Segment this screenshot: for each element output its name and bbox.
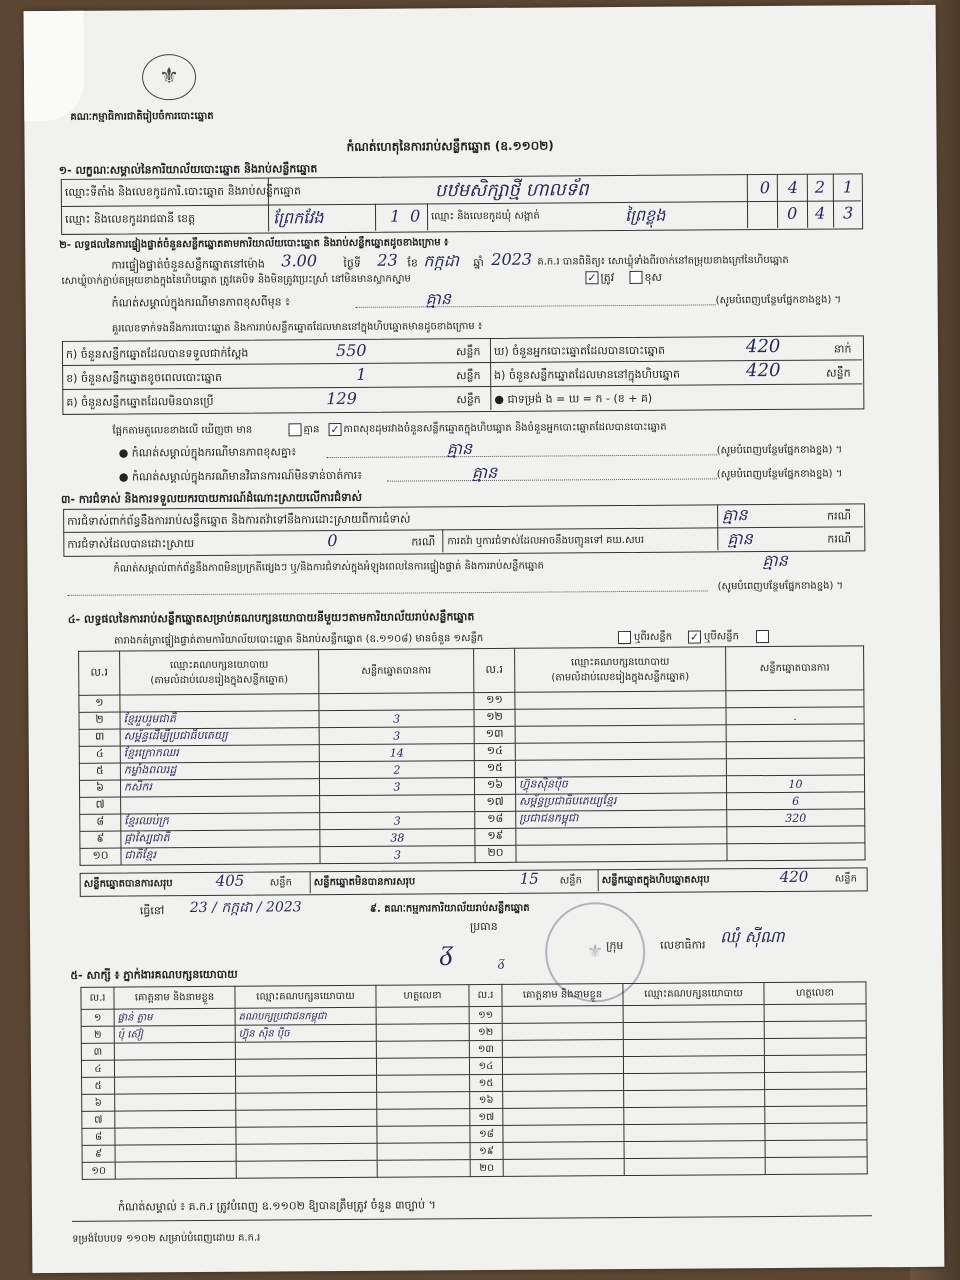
party-name-2	[515, 708, 726, 726]
objection-3-label: ការតវ៉ា ឬការជំទាស់ដែលអាចនឹងបញ្ជូនទៅ គឃ.សបរ	[447, 534, 645, 548]
w-sig-2	[764, 1004, 866, 1022]
seal-wrong-label: ខុស	[644, 270, 662, 284]
compare-label-2: ភាពសុខដុមរវាងចំនួនសន្លឹកឆ្នោតក្នុងហិបឆ្នោត និងចំនួនអ្នកបោះឆ្នោតដែលបានបោះឆ្នោត	[343, 421, 667, 435]
w-name	[114, 1059, 235, 1077]
row-no-2: ១២	[474, 709, 515, 726]
kha-value: 1	[356, 364, 367, 384]
w-sig-2	[764, 1021, 866, 1039]
party-votes-2	[726, 758, 864, 776]
box-total-label: សន្លឹកឆ្នោតក្នុងហិបឆ្នោតសរុប	[601, 874, 710, 887]
location-value: បឋមសិក្សាថ្មី ហាលទ័ព	[434, 179, 589, 202]
party-votes-2: 320	[727, 809, 865, 827]
w-col-party-2: ឈ្មោះគណបក្សនយោបាយ	[623, 983, 764, 1006]
w-name-2	[503, 1091, 624, 1109]
party-votes-2: .	[726, 707, 864, 725]
note-2-value: គ្មាន	[446, 439, 473, 459]
party-votes: 38	[320, 829, 475, 847]
w-sig	[376, 1007, 469, 1025]
day-value: 23	[377, 250, 398, 270]
party-name: កសិករ	[120, 779, 319, 797]
location-code-1: 0	[759, 177, 771, 198]
w-sig-2	[765, 1089, 867, 1107]
w-sig-2	[765, 1157, 867, 1175]
two-sheets-checkbox[interactable]: ✓	[689, 630, 700, 644]
commune-code-2: 4	[814, 203, 826, 223]
party-name-2: ប្រជាជនកម្ពុជា	[516, 810, 727, 828]
section-4-title: ៤- លទ្ធផលនៃការរាប់សន្លឹកឆ្នោតសម្រាប់គណបក្សនយោបាយនីមួយៗតាមការិយាល័យរាប់សន្លឹកឆ្នោត	[67, 610, 475, 626]
province-value: ព្រែកវែង	[272, 208, 324, 228]
w-sig	[377, 1126, 470, 1144]
chair-name-signature: ᵹ	[498, 953, 505, 970]
form-title: កំណត់ហេតុនៃការរាប់សន្លឹកឆ្នោត (ឧ.១១០២)	[346, 138, 554, 154]
w-name-2	[502, 1006, 623, 1024]
ko-unit: សន្លឹក	[456, 393, 481, 407]
party-name-2: ហ៊្វុនស៊ិនប៉ិច	[515, 776, 726, 794]
ngo-unit: សន្លឹក	[826, 366, 851, 380]
w-no: ៧	[82, 1111, 115, 1128]
party-name: សម្ព័ន្ធដើម្បីប្រជាធិបតេយ្យ	[120, 728, 319, 746]
party-votes: 3	[319, 727, 474, 745]
irregularity-label: កំណត់សម្គាល់ពាក់ព័ន្ធនឹងភាពមិនប្រក្រតីផ្សេងៗ ឬ/និងការជំទាស់ក្នុងអំឡុងពេលនៃការផ្ទៀងផ្ទាត់ និងការរាប់សន្លឹកឆ្នោត	[113, 560, 544, 575]
party-votes: 3	[320, 846, 475, 864]
w-name-2	[503, 1159, 624, 1177]
w-party	[236, 1092, 377, 1110]
chair-label: ប្រធាន	[469, 919, 498, 934]
w-name-2	[503, 1074, 624, 1092]
ka-unit: សន្លឹក	[455, 345, 481, 359]
ng-value: 420	[745, 335, 781, 358]
seal-ok-label: ត្រូវ	[600, 271, 615, 285]
party-votes: 3	[319, 778, 474, 796]
w-no-2: ១៩	[470, 1142, 503, 1159]
box-total-value: 420	[779, 867, 809, 886]
w-sig	[377, 1075, 470, 1093]
w-name: ផ្លាន់ ត្លាម	[114, 1008, 235, 1026]
row-no: ៦	[79, 780, 120, 797]
note-3-label: ● កំណត់សម្គាល់ក្នុងករណីមានវិធានការណ៍មិនទាន់ចាត់ការ៖	[118, 468, 363, 484]
w-no-2: ១១	[469, 1006, 502, 1023]
col-votes: សន្លឹកឆ្នោតបានការ	[319, 649, 474, 694]
location-code-4: 1	[842, 177, 854, 197]
w-no-2: ២០	[470, 1159, 503, 1176]
w-no: ៤	[81, 1060, 114, 1077]
verify-time-label: ការផ្ទៀងផ្ទាត់ចំនួនសន្លឹកឆ្នោតនៅម៉ោង	[111, 257, 265, 272]
w-col-name: គោត្តនាម និងនាមខ្លួន	[114, 986, 235, 1009]
fill-hint-4: (សូមបំពេញបន្ថែមផ្នែកខាងខ្នង) ។	[717, 580, 844, 593]
w-sig	[377, 1143, 470, 1161]
w-name	[115, 1161, 236, 1179]
ngo-label: ង) ចំនួនសន្លឹកឆ្នោតដែលមាននៅក្នុងហិបឆ្នោត	[494, 367, 681, 382]
w-name-2	[502, 1023, 623, 1041]
w-no-2: ១៣	[469, 1040, 502, 1057]
party-votes-2	[726, 724, 864, 742]
party-votes	[320, 795, 475, 813]
w-party-2	[624, 1158, 765, 1176]
w-name	[115, 1076, 236, 1094]
w-no: ២	[81, 1026, 114, 1043]
w-sig	[377, 1109, 470, 1127]
member-label: ក្រុម	[606, 939, 624, 953]
w-no-2: ១៦	[470, 1091, 503, 1108]
w-name	[115, 1127, 236, 1145]
invalid-total-label: សន្លឹកឆ្នោតមិនបានការសរុប	[313, 876, 416, 889]
province-label: ឈ្មោះ និងលេខកូដរាជធានី ខេត្ត	[65, 212, 196, 226]
day-label: ថ្ងៃទី	[343, 256, 361, 270]
ng-label: ឃ) ចំនួនអ្នកបោះឆ្នោតដែលបានបោះឆ្នោត	[493, 343, 666, 358]
row-no-2: ១៥	[474, 760, 515, 777]
col-no-2: ល.រ	[474, 648, 515, 692]
w-sig-2	[765, 1123, 867, 1141]
row-no: ៩	[80, 831, 121, 848]
w-party-2	[623, 1039, 764, 1057]
invalid-total-unit: សន្លឹក	[559, 875, 582, 887]
commune-label: ឈ្មោះ និងលេខកូដឃុំ សង្កាត់	[431, 210, 540, 223]
w-col-sig: ហត្ថលេខា	[376, 985, 469, 1008]
row-no: ១	[79, 695, 120, 712]
w-party	[236, 1075, 377, 1093]
fill-hint-2: (សូមបំពេញបន្ថែមផ្នែកខាងខ្នង) ។	[716, 444, 843, 457]
party-name: ខ្មែររួបរួមជាតិ	[120, 711, 319, 729]
valid-total-label: សន្លឹកឆ្នោតបានការសរុប	[83, 878, 173, 890]
valid-total-unit: សន្លឹក	[269, 877, 292, 889]
commune-code-3: 3	[842, 203, 854, 223]
committee-label: ៩. គណៈកម្មការការិយាល័យរាប់សន្លឹកឆ្នោត	[369, 902, 530, 915]
ko-label: គ) ចំនួនសន្លឹកឆ្នោតដែលមិនបានប្រើ	[66, 394, 214, 409]
w-sig	[377, 1160, 470, 1178]
w-name	[115, 1144, 236, 1162]
ka-value: 550	[335, 340, 367, 361]
party-name: ផ្កាស្បៃជាតិ	[121, 830, 320, 848]
three-sheets-checkbox[interactable]	[756, 630, 769, 643]
row-no: ៤	[79, 746, 120, 763]
three-sheets-label: ឬបីសន្លឹក	[703, 631, 739, 643]
party-name	[120, 694, 319, 712]
witness-table	[80, 981, 867, 1179]
objection-1-value: គ្មាន	[722, 505, 748, 525]
w-sig	[376, 1024, 469, 1042]
w-party	[236, 1160, 377, 1178]
party-votes-2	[727, 826, 865, 844]
location-code-3: 2	[814, 177, 826, 197]
seal-ok-checkbox[interactable]: ✓	[587, 271, 597, 285]
ka-label: ក) ចំនួនសន្លឹកឆ្នោតដែលបានទទួលជាក់ស្តែង	[65, 346, 249, 361]
org-name: គណៈកម្មាធិការជាតិរៀបចំការបោះឆ្នោត	[70, 110, 214, 123]
kha-label: ខ) ចំនួនសន្លឹកឆ្នោតខូចពេលបោះឆ្នោត	[66, 370, 222, 385]
votes-table	[78, 645, 865, 865]
row-no: ៥	[79, 763, 120, 780]
official-seal-stamp: ⚜	[545, 902, 646, 1003]
w-name	[115, 1093, 236, 1111]
secretary-signature: ឈុំ ស៊ីណា	[720, 926, 785, 947]
location-code-2: 4	[787, 177, 799, 197]
section-5-title: ៥- សាក្សី ៖ ភ្នាក់ងារគណបក្សនយោបាយ	[70, 967, 238, 982]
irregularity-value: គ្មាន	[762, 550, 788, 571]
row-no-2: ១១	[474, 692, 515, 709]
tally-intro: តារាងកត់ត្រាផ្ទៀងផ្ទាត់តាមការិយាល័យបោះឆ្នោត និងរាប់សន្លឹកឆ្នោត (ឧ.១១០៨) មានចំនួន ១សន្លឹក	[113, 633, 484, 647]
row-no: ២	[79, 712, 120, 729]
party-votes: 14	[319, 744, 474, 762]
two-sheets-label: ឬពីរសន្លឹក	[633, 631, 673, 643]
w-name-2	[503, 1108, 624, 1126]
party-name: កម្លាំងពលរដ្ឋ	[120, 762, 319, 780]
verify-line-1: គ.ក.រ បានពិនិត្យ៖ សោឃ្លុំទាំងពីរចាក់នៅតម្រុយខាងក្រៅនៃហិបឆ្នោត	[537, 254, 789, 268]
party-votes	[319, 693, 474, 711]
col-votes-2: សន្លឹកឆ្នោតបានការ	[726, 646, 864, 691]
w-no-2: ១៤	[469, 1057, 502, 1074]
w-no: ៣	[81, 1043, 114, 1060]
row-no-2: ១៤	[474, 743, 515, 760]
party-votes-2: 6	[727, 792, 865, 810]
row-no-2: ២០	[475, 845, 516, 862]
w-no-2: ១២	[469, 1023, 502, 1040]
date-label: ធ្វើនៅ	[139, 904, 165, 918]
seal-wrong-checkbox[interactable]	[629, 271, 642, 284]
w-sig	[376, 1041, 469, 1059]
w-party: គណបក្សប្រជាជនកម្ពុជា	[235, 1007, 376, 1025]
formula: ● ជាទម្រង់ ង = ឃ = ក - (ខ + គ)	[494, 391, 653, 406]
w-no-2: ១៨	[470, 1125, 503, 1142]
objection-2-unit: ករណី	[411, 535, 436, 549]
w-party-2	[624, 1124, 765, 1142]
row-no: ៣	[79, 729, 120, 746]
party-name: ជាតិខ្មែរ	[121, 847, 320, 865]
party-votes: 2	[319, 761, 474, 779]
date-value: 23 / កក្កដា / 2023	[189, 899, 302, 917]
ko-value: 129	[326, 388, 357, 409]
folded-corner	[24, 11, 85, 121]
w-party	[235, 1058, 376, 1076]
party-name: ខ្មែរឈប់ក្រ	[121, 813, 320, 831]
month-label: ខែ	[407, 256, 418, 270]
w-col-sig-2: ហត្ថលេខា	[764, 982, 866, 1005]
note-3-value: គ្មាន	[471, 462, 498, 483]
row-no-2: ១៣	[474, 726, 515, 743]
ng-unit: នាក់	[833, 342, 852, 356]
footer-note: ទម្រង់បែបបទ ១១០២ សម្រាប់បំពេញដោយ គ.ក.រ	[72, 1232, 261, 1245]
objection-3-value: គ្មាន	[727, 529, 753, 549]
w-name-2	[502, 1040, 623, 1058]
w-party	[235, 1041, 376, 1059]
w-no: ១០	[82, 1162, 115, 1179]
party-votes-2	[726, 690, 864, 708]
party-name	[121, 796, 320, 814]
harmony-no-checkbox[interactable]: ✓	[330, 423, 340, 437]
party-votes: 3	[319, 710, 474, 728]
chair-signature: ᵹ	[440, 933, 454, 967]
section-1-title: ១- លក្ខណៈសម្គាល់នៃការិយាល័យបោះឆ្នោត និងរាប់សន្លឹកឆ្នោត	[58, 162, 318, 177]
note-2-label: ● កំណត់សម្គាល់ក្នុងករណីមានភាពខុសគ្នា៖	[118, 445, 297, 460]
party-name-2	[515, 742, 726, 760]
invalid-total-value: 15	[519, 869, 539, 888]
province-code-1: 1	[389, 206, 401, 226]
secretary-label: លេខាធិការ	[660, 938, 706, 952]
section-3-title: ៣- ការជំទាស់ និងការទទួលយករបាយការណ៍ដំណោះស្រាយលើការជំទាស់	[60, 490, 363, 506]
one-sheet-checkbox[interactable]	[618, 631, 631, 644]
w-party: ហ៊្វុន ស៊ិន ប៉ិច	[235, 1024, 376, 1042]
location-label: ឈ្មោះទីតាំង និងលេខកូដការិ.បោះឆ្នោត និងរាប់សន្លឹកឆ្នោត	[64, 184, 301, 199]
w-name-2	[502, 1057, 623, 1075]
fill-hint-3: (សូមបំពេញបន្ថែមផ្នែកខាងខ្នង) ។	[716, 468, 843, 481]
w-party	[236, 1126, 377, 1144]
harmony-yes-checkbox[interactable]	[288, 423, 301, 436]
w-party-2	[623, 1056, 764, 1074]
row-no: ១០	[80, 848, 121, 865]
w-sig-2	[764, 1038, 866, 1056]
verify-line-2: សោឃ្លុំចាក់ភ្ជាប់តម្រុយខាងក្នុងនៃហិបឆ្នោត ត្រូវគេបិទ និងមិនត្រូវប្រេះស្រាំ នៅមិនមានស្លាកស្នាម	[61, 273, 411, 287]
w-no: ១	[81, 1009, 114, 1026]
objection-2-value: 0	[327, 531, 338, 551]
w-no: ៦	[82, 1094, 115, 1111]
harmony-no-label: គ្មាន	[303, 424, 320, 436]
compare-label: ផ្អែកតាមតួលេខខាងលើ ឃើញថា មាន	[112, 424, 253, 437]
national-emblem-icon: ⚜	[142, 54, 196, 100]
objection-1-unit: ករណី	[827, 509, 852, 523]
w-name: ប៉ុ ស៊ៀ	[114, 1025, 235, 1043]
row-no: ៨	[80, 814, 121, 831]
party-name-2	[515, 691, 726, 709]
w-no-2: ១៥	[470, 1074, 503, 1091]
party-votes-2	[726, 741, 864, 759]
col-party-2: ឈ្មោះគណបក្សនយោបាយ (តាមលំដាប់លេខរៀងក្នុងសន្លឹកឆ្នោត)	[515, 647, 726, 692]
fill-hint-1: (សូមបំពេញបន្ថែមផ្នែកខាងខ្នង) ។	[715, 294, 842, 307]
ngo-value: 420	[746, 359, 781, 382]
w-party	[236, 1143, 377, 1161]
party-name-2	[516, 844, 727, 862]
party-votes: 3	[320, 812, 475, 830]
w-col-party: ឈ្មោះគណបក្សនយោបាយ	[235, 985, 376, 1008]
year-value: 2023	[491, 249, 533, 269]
party-name-2	[515, 725, 726, 743]
party-votes-2: 10	[726, 775, 864, 793]
w-col-no: ល.រ	[81, 987, 114, 1009]
w-party-2	[624, 1073, 765, 1091]
row-no-2: ១៦	[474, 777, 515, 794]
w-sig-2	[765, 1140, 867, 1158]
row-no-2: ១៨	[475, 811, 516, 828]
note-1-value: គ្មាន	[425, 289, 452, 309]
province-code-2: 0	[409, 206, 421, 226]
commune-code-1: 0	[786, 203, 798, 223]
counts-intro: គួរលេខទាក់ទងនឹងការបោះឆ្នោត និងការរាប់សន្លឹកឆ្នោតដែលមាននៅក្នុងហិបឆ្នោតមានដូចខាងក្រោម ៖	[111, 321, 483, 335]
party-name: ខ្មែរក្រោកឈរ	[120, 745, 319, 763]
w-sig-2	[764, 1055, 866, 1073]
note-1-label: កំណត់សម្គាល់ក្នុងករណីមានភាពខុសពីមុន ៖	[111, 295, 291, 310]
w-party-2	[624, 1090, 765, 1108]
verify-time-value: 3.00	[281, 251, 318, 271]
w-sig	[377, 1092, 470, 1110]
section-2-title: ២- លទ្ធផលនៃការផ្ទៀងផ្ទាត់ចំនួនសន្លឹកឆ្នោតតាមការិយាល័យបោះឆ្នោត និងរាប់សន្លឹកឆ្នោតដូចខាងក្រោម ៖	[59, 237, 449, 251]
party-name-2	[516, 827, 727, 845]
totals-row	[80, 867, 868, 897]
col-party: ឈ្មោះគណបក្សនយោបាយ (តាមលំដាប់លេខរៀងក្នុងសន្លឹកឆ្នោត)	[120, 650, 319, 695]
w-sig	[376, 1058, 469, 1076]
col-no: ល.រ	[79, 651, 120, 695]
w-sig-2	[765, 1106, 867, 1124]
w-col-no-2: ល.រ	[469, 984, 502, 1006]
w-no: ៨	[82, 1128, 115, 1145]
w-name	[114, 1042, 235, 1060]
row-no-2: ១៧	[475, 794, 516, 811]
box-total-unit: សន្លឹក	[834, 873, 857, 885]
objection-3-unit: ករណី	[827, 532, 852, 546]
valid-total-value: 405	[215, 871, 245, 890]
election-form-page	[24, 5, 945, 1273]
w-no: ៥	[82, 1077, 115, 1094]
w-col-name-2: គោត្តនាម និងនាមខ្លួន	[502, 984, 623, 1007]
party-name-2: សម្ព័ន្ធប្រជាធិបតេយ្យខ្មែរ	[516, 793, 727, 811]
commune-value: ព្រៃខ្លុង	[624, 205, 666, 226]
year-label: ឆ្នាំ	[473, 255, 484, 270]
party-votes-2	[727, 843, 865, 861]
w-no: ៩	[82, 1145, 115, 1162]
w-party-2	[623, 1022, 764, 1040]
w-name-2	[503, 1125, 624, 1143]
w-name	[115, 1110, 236, 1128]
month-value: កក្កដា	[423, 251, 459, 271]
objection-1-label: ការជំទាស់ពាក់ព័ន្ធនឹងការរាប់សន្លឹកឆ្នោត និងការតវ៉ាទៅនឹងការដោះស្រាយពីការជំទាស់	[67, 512, 411, 528]
row-no-2: ១៩	[475, 828, 516, 845]
w-name-2	[503, 1142, 624, 1160]
w-party-2	[624, 1107, 765, 1125]
objection-2-label: ការជំទាស់ដែលបានដោះស្រាយ	[67, 537, 195, 551]
footnote: កំណត់សម្គាល់ ៖ គ.ក.រ ត្រូវបំពេញ ឧ.១១០២ ឱ្យបានត្រឹមត្រូវ ចំនួន ៣ច្បាប់ ។	[117, 1198, 436, 1214]
party-name-2	[515, 759, 726, 777]
w-sig-2	[765, 1072, 867, 1090]
row-no: ៧	[80, 797, 121, 814]
w-party-2	[623, 1005, 764, 1023]
w-party-2	[624, 1141, 765, 1159]
w-no-2: ១៧	[470, 1108, 503, 1125]
kha-unit: សន្លឹក	[456, 369, 481, 383]
w-party	[236, 1109, 377, 1127]
